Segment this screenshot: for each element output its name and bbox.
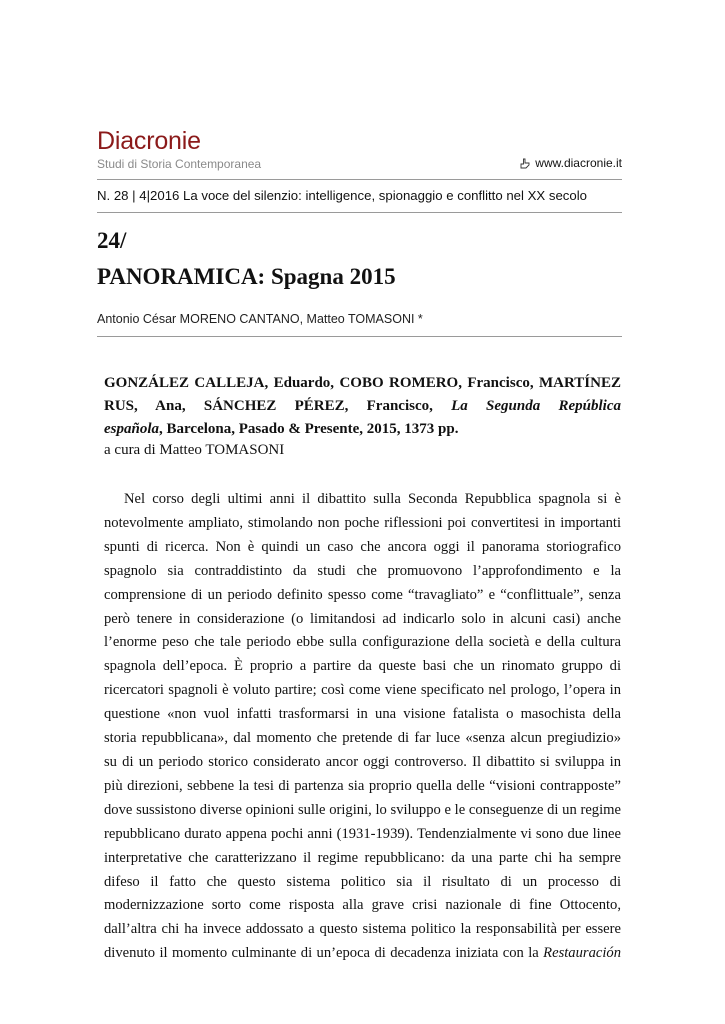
body-line: più direzioni, sebbene la tesi di partenza sia proprio quella delle “visioni contrapposte”: [104, 777, 621, 794]
publication-info: , Barcelona, Pasado & Presente, 2015, 1373 pp.: [159, 421, 459, 437]
review-head-line-1: GONZÁLEZ CALLEJA, Eduardo, COBO ROMERO, Francisco, MARTÍNEZ: [104, 375, 621, 391]
journal-name: Diacronie: [97, 127, 201, 155]
book-title-part2: española: [104, 421, 160, 437]
article-title: PANORAMICA: Spagna 2015: [97, 264, 396, 289]
body-line: notevolmente ampliato, stimolando non poche riflessioni poi convertitesi in importanti: [104, 514, 621, 531]
body-line: dall’altra chi ha invece addossato a questo sistema politico la responsabilità per essere: [104, 921, 621, 938]
pointing-hand-icon: [520, 158, 531, 169]
body-paragraph: [104, 488, 621, 966]
body-line: difeso il fatto che questo sistema politico sia il risultato di un processo di: [104, 873, 621, 890]
body-line: spunti di ricerca. Non è quindi un caso che ancora oggi il panorama storiografico: [104, 538, 621, 555]
article-authors: Antonio César MORENO CANTANO, Matteo TOMASONI *: [97, 312, 423, 326]
body-line: su di un periodo storico considerato ancor oggi controverso. Il dibattito si sviluppa in: [104, 753, 621, 770]
review-authors-tail: RUS, Ana, SÁNCHEZ PÉREZ, Francisco,: [104, 398, 433, 414]
body-line-text: divenuto il momento culminante di un’epoca di decadenza iniziata con la: [104, 945, 539, 962]
header-rule: [97, 179, 622, 180]
body-line: interpretative che caratterizzano il regime repubblicano: da una parte chi ha sempre: [104, 849, 621, 866]
review-reference: [104, 372, 621, 441]
journal-subtitle: Studi di Storia Contemporanea: [97, 157, 262, 171]
issue-rule: [97, 212, 622, 213]
body-line: comprensione di un periodo definito spesso come “travagliato” e “conflittuale”, senza: [104, 586, 621, 603]
body-line: Nel corso degli ultimi anni il dibattito sulla Seconda Repubblica spagnola si è: [124, 491, 621, 507]
body-line: repubblicano durato appena pochi anni (1931-1939). Tendenzialmente vi sono due linee: [104, 825, 621, 842]
book-title-part1: La Segunda República: [451, 398, 621, 414]
title-rule: [97, 336, 622, 337]
body-line: modernizzazione sorto come risposta alla grave crisi nazionale di fine Ottocento,: [104, 897, 621, 914]
body-line: però tenere in considerazione (o limitandosi ad indicarlo solo in alcuni casi) anche: [104, 610, 621, 627]
review-curator: a cura di Matteo TOMASONI: [104, 442, 285, 458]
body-italic-word: Restauración: [543, 945, 621, 962]
body-line: dove sussistono diverse opinioni sulle origini, lo sviluppo e le conseguenze di un regime: [104, 801, 621, 818]
body-line: spagnolo sia contraddistinto da studi che promuovono l’approfondimento e la: [104, 562, 621, 579]
site-url[interactable]: www.diacronie.it: [535, 156, 622, 170]
body-line: l’enorme peso che tale periodo ebbe sulla configurazione della società e della cultura: [104, 634, 621, 651]
site-link[interactable]: [520, 156, 622, 170]
body-line-last: [104, 942, 621, 966]
body-line: questione «non vuol infatti trasformarsi in una visione fatalista o masochista della: [104, 706, 621, 723]
issue-line: N. 28 | 4|2016 La voce del silenzio: intelligence, spionaggio e conflitto nel XX secolo: [97, 188, 587, 203]
body-line: storia repubblicana», dal momento che pretende di far luce «senza alcun pregiudizio»: [104, 730, 621, 747]
article-number: 24/: [97, 228, 127, 253]
review-head-line-3: [104, 418, 621, 441]
review-head-line-2: [104, 395, 621, 418]
body-line: ricercatori spagnoli è voluto partire; così come viene specificato nel prologo, l’opera in: [104, 682, 621, 699]
body-line: spagnola dell’epoca. È proprio a partire da queste basi che un rinomato gruppo di: [104, 658, 621, 675]
